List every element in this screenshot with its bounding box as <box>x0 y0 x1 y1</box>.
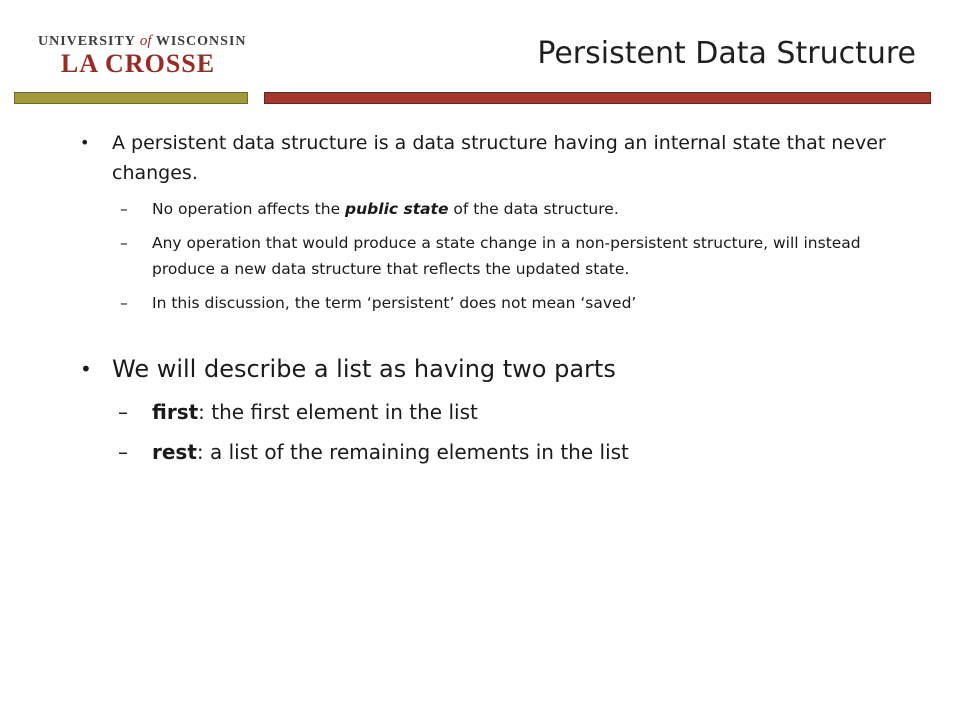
slide-title: Persistent Data Structure <box>537 36 916 71</box>
bullet-marker: • <box>80 357 92 381</box>
sub-bullet-public-state <box>80 196 910 222</box>
university-logo <box>38 33 247 83</box>
term-rest: rest <box>152 440 197 464</box>
title-bar-red <box>264 92 931 104</box>
logo-of-text: of <box>139 33 152 49</box>
logo-top-line <box>38 33 247 50</box>
slide-content <box>80 128 910 466</box>
logo-university-text: UNIVERSITY <box>38 34 136 49</box>
dash-marker: – <box>118 440 128 464</box>
sub-bullet-rest <box>80 438 910 466</box>
sub-text: Any operation that would produce a state change in a non-persistent structure, will instead produce a new data structure that reflects the updated state. <box>152 234 861 278</box>
bullet-list-two-parts <box>80 352 910 386</box>
bullet-persistent-definition <box>80 128 910 188</box>
term-first-description: : the first element in the list <box>198 400 478 424</box>
sub-text: In this discussion, the term ‘persistent’ does not mean ‘saved’ <box>152 294 637 312</box>
bullet-marker: • <box>80 133 90 152</box>
logo-wisconsin-text: WISCONSIN <box>155 34 247 49</box>
term-rest-description: : a list of the remaining elements in the list <box>196 440 629 464</box>
sub-text-post: of the data structure. <box>448 200 619 218</box>
dash-marker: – <box>120 234 128 252</box>
dash-marker: – <box>118 400 128 424</box>
bullet-text: A persistent data structure is a data structure having an internal state that never changes. <box>112 132 886 184</box>
sub-bullet-new-structure <box>80 230 910 282</box>
logo-la-crosse-text: LA CROSSE <box>60 49 216 78</box>
term-first: first <box>152 400 199 424</box>
sub-bullet-not-saved <box>80 290 910 316</box>
title-bar-olive <box>14 92 248 104</box>
dash-marker: – <box>120 294 128 312</box>
bullet-text: We will describe a list as having two parts <box>112 355 616 383</box>
sub-text-pre: No operation affects the <box>152 200 346 218</box>
public-state-emphasis: public state <box>345 200 449 218</box>
sub-bullet-first <box>80 398 910 426</box>
dash-marker: – <box>120 200 128 218</box>
